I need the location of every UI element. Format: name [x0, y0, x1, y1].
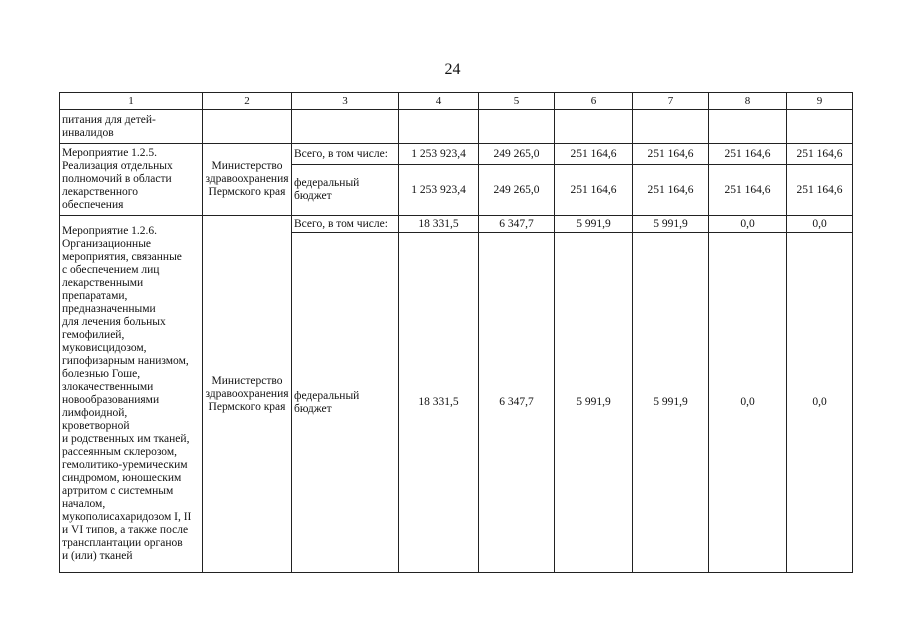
activity-line: злокачественными	[62, 381, 154, 393]
executor-cell	[203, 144, 292, 216]
executor-line: Пермского края	[208, 400, 286, 413]
executor-line: здравоохранения	[205, 173, 289, 185]
empty-cell	[555, 110, 633, 144]
value-cell: 251 164,6	[787, 144, 853, 165]
value-cell: 6 347,7	[479, 216, 555, 233]
table-row	[60, 144, 853, 165]
activity-line: и родственных им тканей,	[62, 433, 190, 445]
page-number: 24	[444, 61, 461, 78]
activity-line: полномочий в области	[62, 173, 172, 185]
column-number: 2	[203, 93, 292, 110]
activity-line: трансплантации органов	[62, 537, 183, 549]
empty-cell	[292, 110, 399, 144]
activity-line: началом,	[62, 498, 106, 510]
executor-line: Пермского края	[208, 186, 286, 198]
source-federal-label	[292, 233, 399, 573]
column-number: 9	[787, 93, 853, 110]
column-number: 7	[633, 93, 709, 110]
value-cell: 1 253 923,4	[399, 165, 479, 216]
value-cell: 251 164,6	[555, 144, 633, 165]
value-cell: 18 331,5	[399, 216, 479, 233]
executor-cell	[203, 216, 292, 573]
value-cell: 18 331,5	[399, 233, 479, 573]
value-cell: 5 991,9	[555, 216, 633, 233]
funding-table	[59, 92, 853, 573]
activity-line: и VI типов, а также после	[62, 524, 189, 536]
column-number: 1	[60, 93, 203, 110]
activity-line: гемолитико-уремическим	[62, 459, 188, 471]
activity-line: обеспечения	[62, 199, 124, 211]
column-number: 5	[479, 93, 555, 110]
value-cell: 0,0	[787, 233, 853, 573]
column-number: 4	[399, 93, 479, 110]
empty-cell	[787, 110, 853, 144]
activity-line: кроветворной	[62, 420, 130, 432]
source-federal-label	[292, 165, 399, 216]
source-total-label: Всего, в том числе:	[292, 144, 399, 165]
activity-cell	[60, 144, 203, 216]
source-line: бюджет	[294, 402, 332, 415]
value-cell: 5 991,9	[633, 216, 709, 233]
executor-line: Министерство	[211, 160, 283, 172]
activity-line: болезнью Гоше,	[62, 368, 141, 380]
continuation-row	[60, 110, 853, 144]
activity-line: питания для детей-	[62, 113, 156, 126]
value-cell: 251 164,6	[709, 165, 787, 216]
empty-cell	[633, 110, 709, 144]
empty-cell	[203, 110, 292, 144]
value-cell: 251 164,6	[633, 144, 709, 165]
empty-cell	[709, 110, 787, 144]
value-cell: 251 164,6	[555, 165, 633, 216]
activity-line: предназначенными	[62, 303, 156, 315]
activity-line: мукополисахаридозом I, II	[62, 511, 192, 523]
source-total-label: Всего, в том числе:	[292, 216, 399, 233]
value-cell: 5 991,9	[633, 233, 709, 573]
executor-line: Министерство	[211, 374, 283, 387]
empty-cell	[399, 110, 479, 144]
value-cell: 0,0	[709, 233, 787, 573]
activity-line: Реализация отдельных	[62, 160, 173, 172]
activity-line: лекарственного	[62, 186, 138, 198]
activity-line: препаратами,	[62, 290, 128, 302]
activity-line: лимфоидной,	[62, 407, 128, 419]
value-cell: 0,0	[787, 216, 853, 233]
activity-line: Организационные	[62, 238, 152, 250]
activity-cell	[60, 110, 203, 144]
value-cell: 251 164,6	[787, 165, 853, 216]
value-cell: 249 265,0	[479, 165, 555, 216]
column-number: 8	[709, 93, 787, 110]
empty-cell	[479, 110, 555, 144]
table-row	[60, 216, 853, 233]
activity-line: Мероприятие 1.2.5.	[62, 147, 158, 159]
source-line: бюджет	[294, 190, 332, 202]
value-cell: 6 347,7	[479, 233, 555, 573]
activity-line: инвалидов	[62, 126, 114, 139]
activity-line: лекарственными	[62, 277, 144, 289]
value-cell: 0,0	[709, 216, 787, 233]
value-cell: 251 164,6	[633, 165, 709, 216]
activity-cell	[60, 216, 203, 573]
activity-line: рассеянным склерозом,	[62, 446, 177, 458]
activity-line: Мероприятие 1.2.6.	[62, 225, 158, 237]
activity-line: с обеспечением лиц	[62, 264, 160, 276]
value-cell: 249 265,0	[479, 144, 555, 165]
value-cell: 251 164,6	[709, 144, 787, 165]
value-cell: 5 991,9	[555, 233, 633, 573]
activity-line: артритом с системным	[62, 485, 174, 497]
activity-line: муковисцидозом,	[62, 342, 147, 354]
executor-line: здравоохранения	[205, 387, 289, 400]
column-number: 6	[555, 93, 633, 110]
activity-line: и (или) тканей	[62, 550, 133, 562]
activity-line: гемофилией,	[62, 329, 125, 341]
activity-line: гипофизарным нанизмом,	[62, 355, 189, 367]
activity-line: мероприятия, связанные	[62, 251, 182, 263]
source-line: федеральный	[294, 177, 360, 189]
value-cell: 1 253 923,4	[399, 144, 479, 165]
activity-line: синдромом, юношеским	[62, 472, 182, 484]
source-line: федеральный	[294, 389, 360, 402]
column-number-row	[60, 93, 853, 110]
activity-line: для лечения больных	[62, 316, 166, 328]
activity-line: новообразованиями	[62, 394, 160, 406]
column-number: 3	[292, 93, 399, 110]
